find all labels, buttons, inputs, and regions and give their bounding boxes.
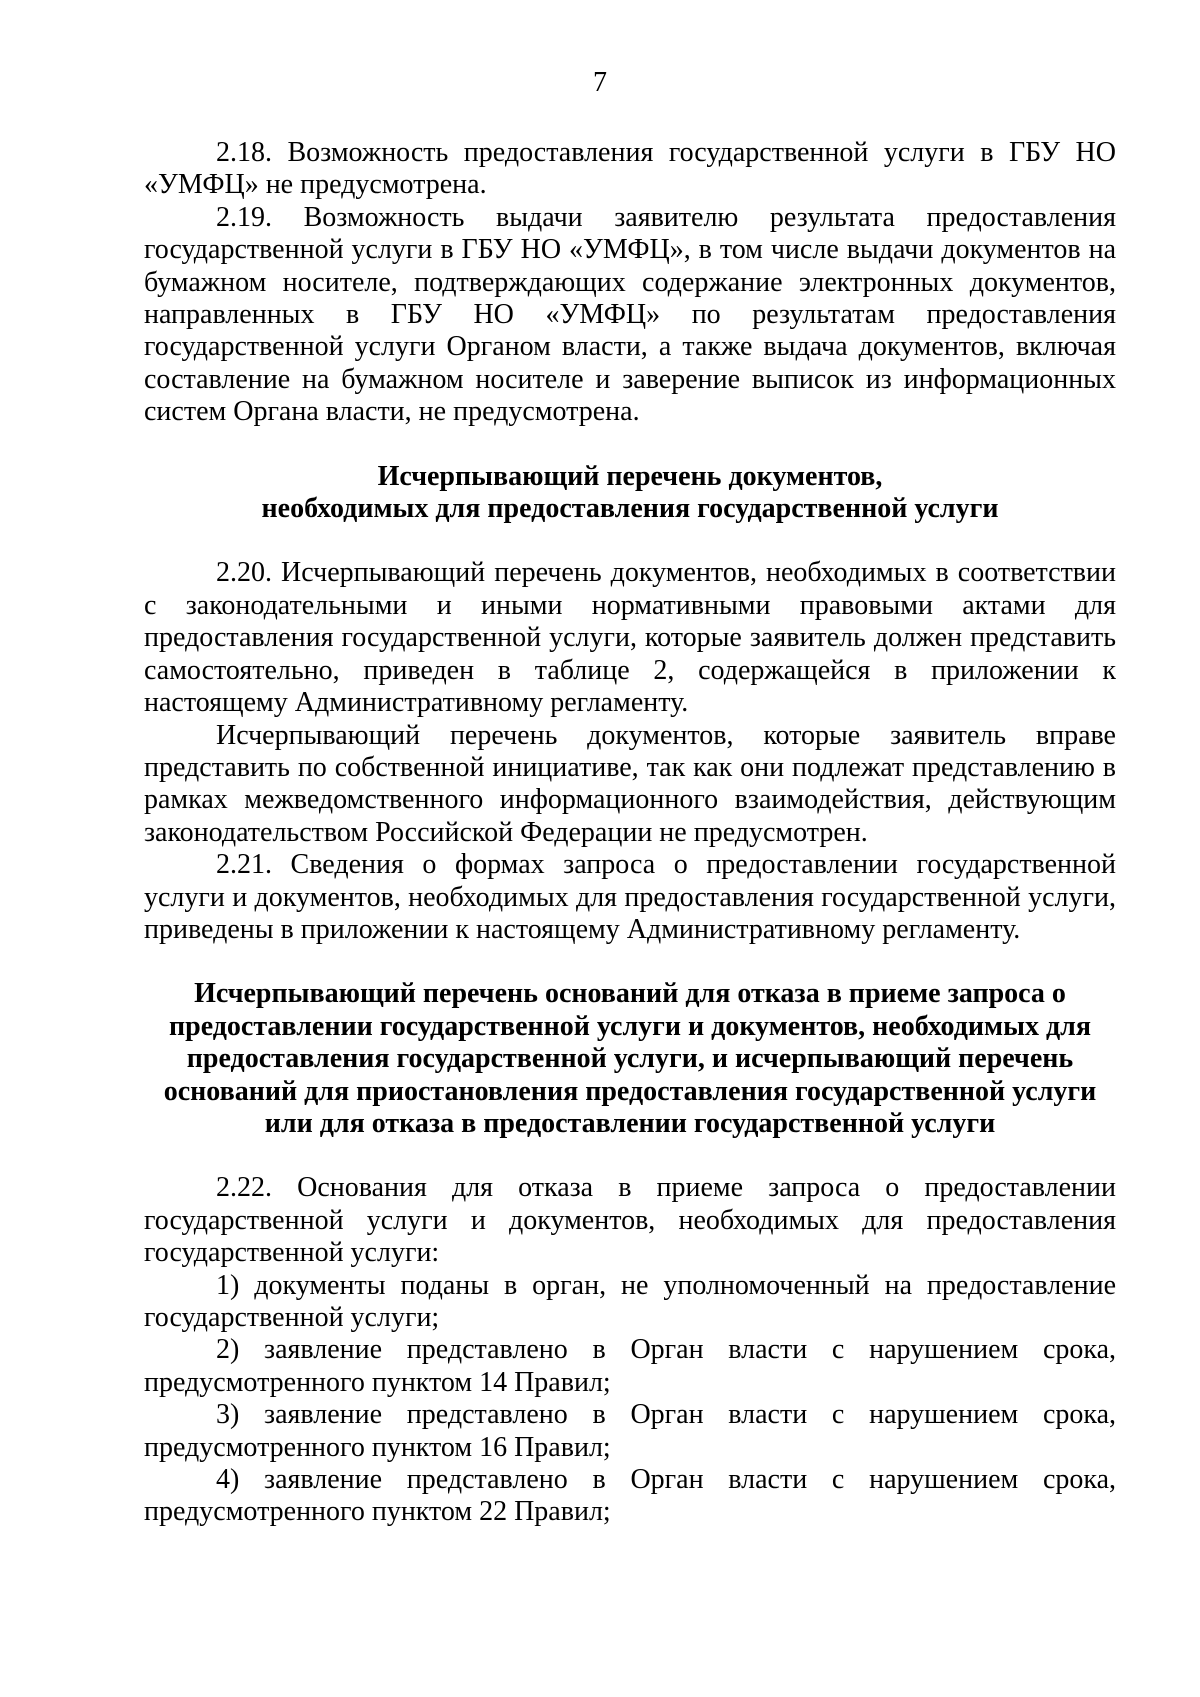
heading-line: Исчерпывающий перечень документов, [377,460,883,492]
section-heading-documents [144,461,1116,526]
list-item-3: 3) заявление представлено в Орган власти с нарушением срока, предусмотренного пунктом 16 Правил; [144,1399,1116,1463]
paragraph-2-22: 2.22. Основания для отказа в приеме запроса о предоставлении государственной услуги и документов, необходимых для предоставления государственной услуги: [144,1172,1116,1269]
section-heading-refusal-grounds [144,978,1116,1140]
spacer [144,1140,1116,1172]
document-body [144,137,1116,1529]
paragraph-optional-documents: Исчерпывающий перечень документов, которые заявитель вправе представить по собственной инициативе, так как они подлежат представлению в рамках межведомственного информационного взаимодействия, действующим законодательством Российской Федерации не предусмотрен. [144,719,1116,848]
list-item-4: 4) заявление представлено в Орган власти с нарушением срока, предусмотренного пунктом 22 Правил; [144,1464,1116,1528]
paragraph-2-19: 2.19. Возможность выдачи заявителю результата предоставления государственной услуги в ГБУ НО «УМФЦ», в том числе выдачи документов на бумажном носителе, подтверждающих содержание электронных документов, направленных в ГБУ НО «УМФЦ» по результатам предоставления государственной услуги Органом власти, а также выдача документов, включая составление на бумажном носителе и заверение выписок из информационных систем Органа власти, не предусмотрена. [144,201,1116,428]
paragraph-2-20: 2.20. Исчерпывающий перечень документов, необходимых в соответствии с законодательными и иными нормативными правовыми актами для предоставления государственной услуги, которые заявитель должен представить самостоятельно, приведен в таблице 2, содержащейся в приложении к настоящему Административному регламенту. [144,557,1116,719]
spacer [144,946,1116,978]
list-item-1: 1) документы поданы в орган, не уполномоченный на предоставление государственной услуги; [144,1269,1116,1333]
heading-line: Исчерпывающий перечень оснований для отказа в приеме запроса о [194,978,1066,1010]
paragraph-2-18: 2.18. Возможность предоставления государственной услуги в ГБУ НО «УМФЦ» не предусмотрена. [144,137,1116,201]
paragraph-2-21: 2.21. Сведения о формах запроса о предоставлении государственной услуги и документов, необходимых для предоставления государственной услуги, приведены в приложении к настоящему Административному регламенту. [144,849,1116,945]
heading-line: необходимых для предоставления государственной услуги [261,493,999,525]
spacer [144,525,1116,557]
page-number: 7 [593,67,607,98]
heading-line: предоставления государственной услуги, и исчерпывающий перечень [186,1043,1074,1075]
heading-line: или для отказа в предоставлении государственной услуги [264,1107,996,1139]
heading-line: предоставлении государственной услуги и документов, необходимых для [168,1010,1092,1042]
heading-line: оснований для приостановления предоставления государственной услуги [163,1075,1097,1107]
list-item-2: 2) заявление представлено в Орган власти с нарушением срока, предусмотренного пунктом 14 Правил; [144,1334,1116,1398]
spacer [144,429,1116,461]
